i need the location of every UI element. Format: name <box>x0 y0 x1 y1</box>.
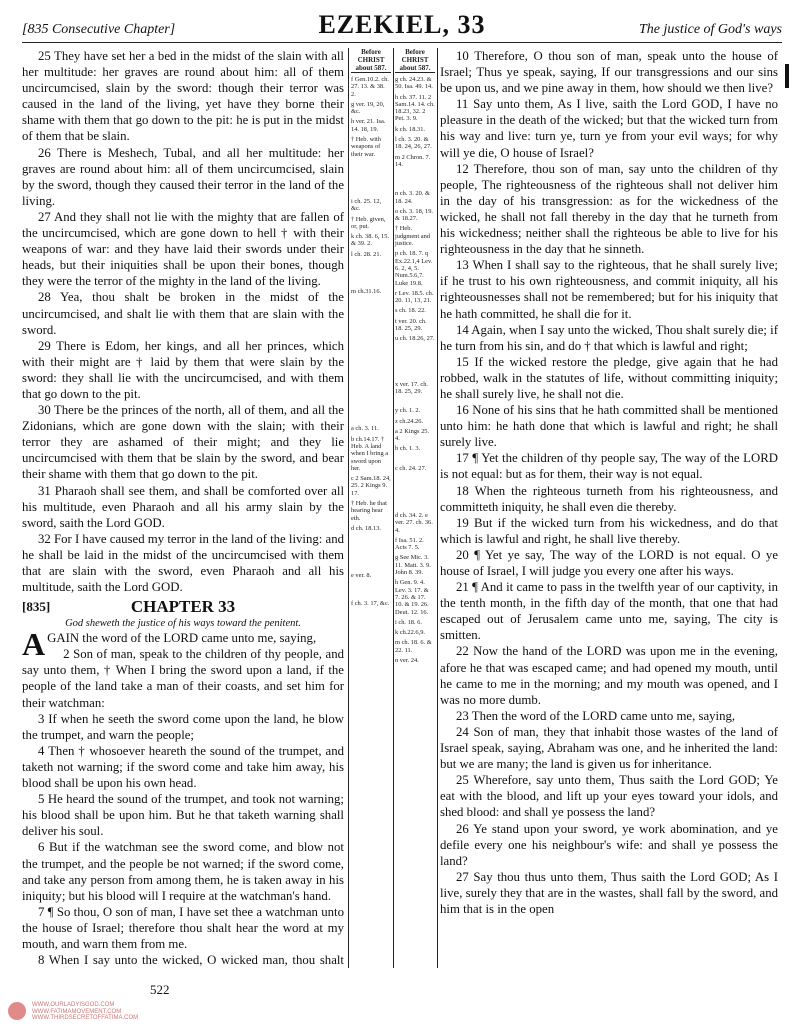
date-heading: Before CHRIST about 587. <box>351 48 391 73</box>
verse: 26 There is Meshech, Tubal, and all her multitude: her graves are round about him: all of them uncircumcised, slain by the sword, though they caused their terror in the land of the living. <box>22 145 344 208</box>
verse <box>22 626 344 663</box>
verse: 13 When I shall say to the righteous, that he shall surely live; if he trust to his own righteousness, and commit iniquity, all his righteousnesses shall not be remembered; but for his iniquity that he hath committed, he shall die for it. <box>440 258 778 321</box>
cross-reference: i ch. 25. 12, &c. <box>351 197 382 213</box>
cross-reference: n ch. 3. 20. & 18. 24. <box>395 190 430 205</box>
verse: 17 ¶ Yet the children of thy people say, The way of the LORD is not equal: but as for them, their way is not equal. <box>440 451 778 482</box>
verse: 2 Son of man, speak to the children of thy people, and say unto them, † When I bring the sword upon a land, if the people of the land take a man of their coasts, and set him for their watchman: <box>22 647 344 710</box>
cross-reference: g ch. 24.23. & 50. Isa. 49. 14. <box>395 76 433 91</box>
verse: 18 When the righteous turneth from his righteousness, and committeth iniquity, he shall even die thereby. <box>440 483 778 514</box>
cross-reference: h ch. 37. 11. 2 Sam.14. 14. ch. 18.23, 32. 2 Pet. 3. 9. <box>395 93 435 123</box>
verse: 28 Yea, thou shalt be broken in the midst of the uncircumcised, and shalt lie with them that are slain with the sword. <box>22 290 344 337</box>
cross-reference-column-left <box>348 48 394 968</box>
cross-reference: c 2 Sam.18. 24, 25. 2 Kings 9. 17. <box>351 475 391 497</box>
verse: 31 Pharaoh shall see them, and shall be comforted over all his multitude, even Pharaoh and all his army slain by the sword, saith the Lord GOD. <box>22 483 344 530</box>
cross-reference: k ch.22.6,9. <box>395 629 425 637</box>
verse: 5 He heard the sound of the trumpet, and took not warning; his blood shall be upon him. But he that taketh warning shall deliver his soul. <box>22 792 344 839</box>
page-number: 522 <box>150 982 170 997</box>
cross-reference: s ch. 18. 22. <box>395 307 426 315</box>
verse: 8 When I say unto the wicked, O wicked man, thou shalt <box>38 953 344 968</box>
cross-reference: f ch. 3. 17, &c. <box>351 599 390 607</box>
right-text-column <box>440 48 778 968</box>
cross-reference: t ver. 20. ch. 18. 25, 29. <box>395 317 427 333</box>
margin-mark <box>785 64 789 88</box>
cross-reference: h ver. 21. Isa. 14. 18, 19. <box>351 118 386 133</box>
cross-reference-column-right <box>393 48 438 968</box>
verse: 14 Again, when I say unto the wicked, Thou shalt surely die; if he turn from his sin, and do † that which is lawful and right; <box>440 322 778 353</box>
verse: 21 ¶ And it came to pass in the twelfth year of our captivity, in the tenth month, in the fifth day of the month, that one that had escaped out of Jerusalem came unto me, saying, The city is smitten. <box>440 580 778 643</box>
cross-reference: k ch. 38. 6, 15. & 39. 2. <box>351 233 389 248</box>
page-header <box>22 10 782 43</box>
cross-reference: g See Mic. 3. 11. Matt. 3. 9. John 8. 39. <box>395 554 431 577</box>
cross-reference: l ch. 3. 20. & 18. 24, 26, 27. <box>395 136 432 151</box>
cross-reference: y ch. 1. 2. <box>395 407 421 415</box>
verse: 12 Therefore, thou son of man, say unto the children of thy people, The righteousness of the righteous shall not deliver him in the day of his transgression: as for the wickedness of the wicked, he shall not fall thereby in the day that he turneth from his wickedness; neither shall the righteous be able to live for his righteousness in the day that he sinneth. <box>440 161 778 257</box>
cross-reference: m ch. 18. 6. & 22. 11. <box>395 639 432 654</box>
cross-reference: † Heb. given, or, put. <box>351 215 386 230</box>
cross-reference: n ver. 24. <box>395 657 419 665</box>
verse: 27 Say thou thus unto them, Thus saith the Lord GOD; As I live, surely they that are in the wastes, shall fall by the sword, and him that is in the open <box>440 869 778 916</box>
page-topic-title: The justice of God's ways <box>639 22 782 37</box>
chapter-summary: God sheweth the justice of his ways toward the penitent. <box>65 618 301 630</box>
cross-reference: o ch. 3. 18, 19. & 18.27. <box>395 207 433 223</box>
cross-reference: b ch.14.17. † Heb. A land when I bring a sword upon her. <box>351 435 389 472</box>
watermark-line: WWW.THIRDSECRETOFFATIMA.COM <box>32 1015 139 1022</box>
cross-reference: a ch. 3. 11. <box>351 425 379 433</box>
verse: 20 ¶ Yet ye say, The way of the LORD is not equal. O ye house of Israel, I will judge you every one after his ways. <box>440 547 778 578</box>
cross-reference: d ch. 34. 2. e ver. 27. ch. 36. 4. <box>395 511 433 534</box>
watermark-line: WWW.OURLADYISGOD.COM <box>32 1002 115 1008</box>
cross-reference: † Heb. judgment and justice. <box>395 225 430 248</box>
left-text-column <box>22 48 344 968</box>
cross-reference: f Isa. 51. 2. Acts 7. 5. <box>395 536 424 552</box>
cross-reference: m ch.31.16. <box>351 288 382 296</box>
cross-reference: f Gen.10.2. ch. 27. 13. & 38. 2. <box>351 76 389 98</box>
watermark-text <box>32 1002 138 1022</box>
cross-reference: u ch. 18.26, 27. <box>395 335 435 343</box>
verse: 16 None of his sins that he hath committed shall be mentioned unto him: he hath done that which is lawful and right; he shall surely live. <box>440 403 778 450</box>
verse: 25 They have set her a bed in the midst of the slain with all her multitude: her graves are round about him: all of them uncircumcised, slain by the sword: though their terror was caused in the land of the living, yet have they borne their shame with them that go down to the pit: he is put in the midst of them that be slain. <box>22 49 344 144</box>
verse: 30 There be the princes of the north, all of them, and all the Zidonians, which are gone down with the slain; with their terror they are ashamed of their might; and they lie uncircumcised with them that be slain by the sword, and bear their shame with them that go down to the pit. <box>22 403 344 482</box>
verse: 6 But if the watchman see the sword come, and blow not the trumpet, and the people be not warned; if the sword come, and take any person from among them, he is taken away in his iniquity; but his blood will I require at the watchman's hand. <box>22 840 344 903</box>
date-heading: Before CHRIST about 587. <box>395 48 435 73</box>
verse: 3 If when he seeth the sword come upon the land, he blow the trumpet, and warn the people; <box>22 711 344 742</box>
chapter-title: CHAPTER 33 <box>130 597 236 617</box>
cross-reference: † Heb. with weapons of their war. <box>351 136 381 158</box>
verse: 10 Therefore, O thou son of man, speak unto the house of Israel; Thus ye speak, saying, If our transgressions and our sins be upon us, and we pine away in them, how should we then live? <box>440 49 778 96</box>
verse: 23 Then the word of the LORD came unto me, saying, <box>456 708 736 723</box>
cross-reference: a 2 Kings 25. 4. <box>395 427 430 443</box>
watermark <box>8 1002 268 1022</box>
book-chapter-title: EZEKIEL, 33 <box>318 10 486 39</box>
verse: 4 Then † whosoever heareth the sound of the trumpet, and taketh not warning; if the sword come and take him away, his blood shall be upon his own head. <box>22 743 344 791</box>
verse: 25 Wherefore, say unto them, Thus saith the Lord GOD; Ye eat with the blood, and lift up your eyes toward your idols, and shed blood: and shall ye possess the land? <box>440 773 778 820</box>
chapter-marker: [835] <box>22 599 51 615</box>
cross-reference: h Gen. 9. 4. Lev. 3. 17. & 7. 26. & 17. 10. & 19. 26. Deut. 12. 16. <box>395 579 429 616</box>
verse: 24 Son of man, they that inhabit those wastes of the land of Israel speak, saying, Abraham was one, and he inherited the land: but we are many; the land is given us for inheritance. <box>440 724 778 772</box>
drop-cap: A <box>22 626 46 663</box>
cross-reference: g ver. 19, 20, &c. <box>351 100 385 116</box>
cross-reference: e ver. 8. <box>351 572 372 580</box>
verse: 7 ¶ So thou, O son of man, I have set thee a watchman unto the house of Israel; therefore thou shalt hear the word at my mouth, and warn them from me. <box>22 904 344 951</box>
verse: 26 Ye stand upon your sword, ye work abomination, and ye defile every one his neighbour's wife: and shall ye possess the land? <box>440 821 778 868</box>
seal-icon <box>8 1002 26 1020</box>
verse: 22 Now the hand of the LORD was upon me in the evening, afore he that was escaped came; and had opened my mouth, until he came to me in the morning; and my mouth was opened, and I was no more dumb. <box>440 644 778 707</box>
cross-reference: k ch. 18.31. <box>395 125 425 133</box>
verse: 11 Say unto them, As I live, saith the Lord GOD, I have no pleasure in the death of the wicked; but that the wicked turn from his way and live: turn ye, turn ye from your evil ways; for why will ye die, O house of Israel? <box>440 97 778 160</box>
cross-reference: m 2 Chron. 7. 14. <box>395 153 431 168</box>
cross-reference: l ch. 28. 21. <box>351 250 382 258</box>
cross-reference: p ch. 18. 7. q Ex.22.1,4 Lev. 6. 2, 4, 5. Num.5.6,7. Luke 19.8. <box>395 250 433 287</box>
cross-reference: z ch.24.26. <box>395 417 424 425</box>
verse-text: GAIN the word of the LORD came unto me, saying, <box>47 631 317 646</box>
verse: 19 But if the wicked turn from his wickedness, and do that which is lawful and right, he shall live thereby. <box>440 515 778 546</box>
cross-reference: c ch. 24. 27. <box>395 464 427 472</box>
cross-reference: i ch. 18. 6. <box>395 618 422 626</box>
verse: 32 For I have caused my terror in the land of the living: and he shall be laid in the midst of the uncircumcised with them that are slain with the sword, even Pharaoh and all his multitude, saith the Lord GOD. <box>22 531 344 595</box>
consecutive-chapter-label: [835 Consecutive Chapter] <box>22 22 176 37</box>
watermark-line: WWW.FATIMAMOVEMENT.COM <box>32 1008 122 1015</box>
cross-reference: d ch. 18.13. <box>351 524 381 532</box>
cross-reference: b ch. 1. 3. <box>395 445 421 453</box>
verse: 27 And they shall not lie with the mighty that are fallen of the uncircumcised, which are gone down to hell † with their weapons of war: and they have laid their swords under their heads, but their iniquities shall be upon their bones, though they were the terror of the mighty in the land of the living. <box>22 209 344 289</box>
verse: 29 There is Edom, her kings, and all her princes, which with their might are † laid by them that were slain by the sword: they shall lie with the uncircumcised, and with them that go down to the pit. <box>22 338 344 401</box>
cross-reference: r Lev. 18.5. ch. 20. 11, 13, 21. <box>395 289 434 305</box>
cross-reference: † Heb. he that hearing hear eth. <box>351 500 387 522</box>
verse: 15 If the wicked restore the pledge, give again that he had robbed, walk in the statutes of life, without committing iniquity; he shall surely live, he shall not die. <box>440 354 778 401</box>
cross-reference: x ver. 17. ch. 18. 25, 29. <box>395 380 429 395</box>
chapter-heading <box>22 597 344 617</box>
